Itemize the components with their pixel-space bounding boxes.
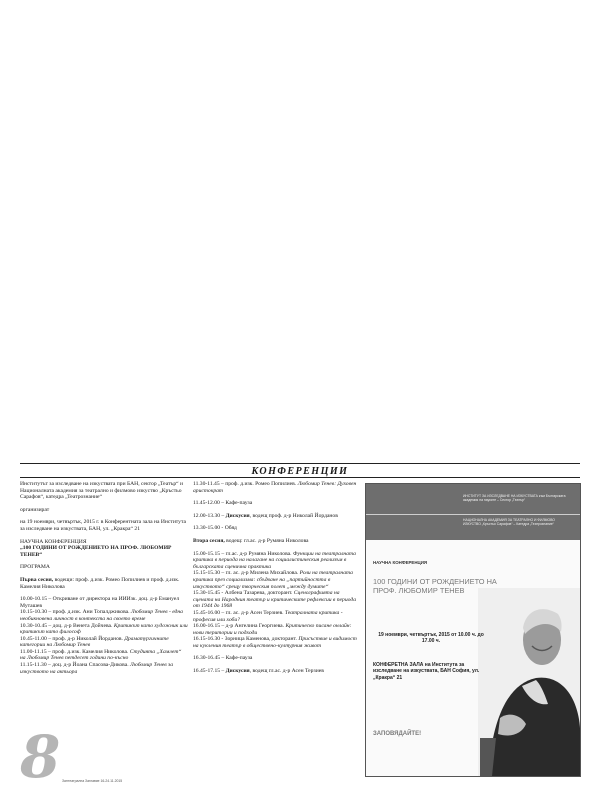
- poster-venue: КОНФЕРЕТНА ЗАЛА на Института за изследване на изкуствата, БАН София, ул. „Кракра“ 21: [373, 662, 480, 681]
- entry-time: 16.45-17.15 –: [193, 668, 226, 675]
- entry-speaker: 10.15-10.30 – проф. д.изк. Ани Топалджикова.: [20, 609, 131, 616]
- program-entry: [20, 623, 188, 636]
- footer-print-info: Зантеатрална Заглавие 16-24.11.2015: [62, 779, 123, 783]
- discussion-label: Дискусия: [225, 512, 250, 519]
- entry-speaker: 15.00-15.15 – гл.ас. д-р Румяна Николова.: [193, 550, 293, 557]
- program-entry: [20, 649, 188, 662]
- conference-poster: [365, 483, 581, 777]
- entry-speaker: 16.15-16.30 - Зорница Каменова, докторант.: [193, 636, 299, 643]
- entry-title: Любомир Тенев: Духовен аристократ: [193, 481, 357, 494]
- entry-title: Студията „Хамлет“ на Любомир Тенев петдесет години по-късно: [20, 648, 182, 662]
- conference-title: „100 ГОДИНИ ОТ РОЖДЕНИЕТО НА ПРОФ. ЛЮБОМИР ТЕНЕВ“: [20, 545, 172, 558]
- session2-moderator: водещ: гл.ас. д-р Румяна Николова: [224, 537, 309, 544]
- program-entry: [193, 513, 361, 520]
- entry-speaker: 16.00-16.15 – д-р Ангелина Георгиева.: [193, 623, 286, 630]
- poster-conference-label: НАУЧНА КОНФЕРЕНЦИЯ: [373, 560, 428, 565]
- portrait-photo: [478, 588, 580, 776]
- entry-title: Драматургичните категории на Любомир Тенев: [20, 635, 169, 649]
- program-entry: [193, 668, 361, 675]
- section-title: КОНФЕРЕНЦИИ: [251, 466, 349, 477]
- date-venue-text: на 19 ноември, четвъртък, 2015 г. в Конферентната зала на Института за изследване на изкуствата, БАН, ул. „Кракра“ 21: [20, 519, 186, 532]
- poster-welcome: ЗАПОВЯДАЙТЕ!: [373, 731, 422, 737]
- session1-label: Първа сесия,: [20, 576, 54, 583]
- intro-text: Институтът за изследване на изкуствата при БАН, сектор „Театър“ и Националната академия за театрално и филмово изкуство „Кръстьо Сарафов“, катедра „Театрознание“: [20, 481, 184, 501]
- program-entry: 13.30-15.00 - Обяд: [193, 525, 237, 532]
- program-entry: [193, 623, 361, 636]
- program-entry: 16.30-16.45 – Кафе-пауза: [193, 655, 253, 662]
- bottom-rule: [20, 477, 580, 478]
- entry-title: Критикът като художник или критикът като философ: [20, 622, 188, 636]
- entry-title: Критическо писане онлайн: нови територии и подходи: [193, 623, 352, 636]
- discussion-label: Дискусия: [225, 668, 250, 675]
- entry-speaker: 15.30-15.45 - Албена Тазарева, докторант.: [193, 590, 294, 597]
- entry-title: Присъствие и видимост на кукления театър в обществено-културния живот: [193, 636, 357, 649]
- poster-institute-text: ИНСТИТУТ ЗА ИЗСЛЕДВАНЕ НА ИЗКУСТВАТА към Българската академия на науките – Сектор „Театър“: [463, 494, 566, 503]
- entry-speaker: 11.30-11.45 – проф. д.изк. Ромео Попилиев.: [193, 481, 298, 487]
- entry-moderator: , водещ гл.ас. д-р Асен Терзиев: [249, 668, 324, 675]
- entry-time: 12.00-13.30 –: [193, 512, 226, 519]
- top-rule: [20, 463, 580, 464]
- column-left: [20, 481, 188, 675]
- poster-header-bar: [366, 484, 580, 540]
- conference-label: НАУЧНА КОНФЕРЕНЦИЯ: [20, 538, 87, 545]
- program-entry: [193, 636, 361, 649]
- session2-label: Втора сесия,: [193, 537, 225, 544]
- poster-academy-text: НАЦИОНАЛНА АКАДЕМИЯ ЗА ТЕАТРАЛНО И ФИЛМОВО ИЗКУСТВО „Кръстьо Сарафов“ – Катедра „Театрознание“: [463, 518, 555, 527]
- program-entry: [20, 609, 188, 622]
- page-number: 8: [20, 723, 61, 791]
- program-entry: [193, 570, 361, 590]
- program-entry: [193, 551, 361, 571]
- session1-heading: [20, 577, 188, 590]
- entry-speaker: 11.15-11.30 – доц. д-р Йоана Спасова-Дикова.: [20, 662, 131, 669]
- entry-speaker: 10.45-11.00 – проф. д-р Николай Йорданов.: [20, 635, 125, 642]
- poster-date: 19 ноември, четвъртък, 2015 от 10.00 ч. до 17.00 ч.: [378, 632, 484, 645]
- poster-title: 100 ГОДИНИ ОТ РОЖДЕНИЕТО НА ПРОФ. ЛЮБОМИР ТЕНЕВ: [373, 577, 497, 595]
- entry-title: Сценографията на сцената на Народния театър и критическите рефлексии в периода от 1944 до 1968: [193, 590, 356, 610]
- program-entry: 11.45-12.00 – Кафе-пауза: [193, 500, 253, 507]
- program-entry: [20, 662, 188, 675]
- entry-speaker: 15.45-16.00 – гл. ас. д-р Асен Терзиев.: [193, 609, 285, 616]
- program-entry: [193, 481, 361, 494]
- entry-title: Роли на театралната критика през социализма: сбъдване на „партийността в изкуството“ срещу творческия полет „между думите“: [193, 570, 353, 590]
- entry-title: Театралната критика - професия или хоби?: [193, 609, 343, 623]
- entry-title: Любомир Тенев - една необикновена личност в контекста на своето време: [20, 609, 183, 622]
- session2-heading: [193, 538, 361, 545]
- poster-bar-divider: [366, 514, 580, 515]
- program-entry: [193, 590, 361, 610]
- entry-speaker: 15.15-15.30 – гл. ас. д-р Милена Михайлова.: [193, 570, 300, 577]
- program-entry: [20, 636, 188, 649]
- entry-moderator: , водещ проф. д-р Николай Йорданов: [249, 512, 338, 519]
- entry-title: Функции на театралната критика в периода на налагане на социалистическия реализъм в българската сценична практика: [193, 550, 356, 570]
- program-entry: 10.00-10.15 – Откриване от директора на ИИИзк. доц. д-р Емануел Муташев: [20, 596, 180, 609]
- entry-speaker: 11.00-11.15 – проф. д.изк. Камелия Николова.: [20, 648, 130, 655]
- entry-speaker: 10.30-10.45 – доц. д-р Венета Дойчева.: [20, 622, 114, 629]
- column-middle: [193, 481, 361, 681]
- organize-text: организират: [20, 506, 50, 513]
- session1-moderators: водещи: проф. д.изк. Ромео Попилиев и проф. д.изк. Камелия Николова: [20, 576, 180, 590]
- program-entry: [193, 610, 361, 623]
- entry-title: Любомир Тенев за изкуството на актьора: [20, 662, 174, 675]
- program-heading: ПРОГРАМА: [20, 564, 50, 571]
